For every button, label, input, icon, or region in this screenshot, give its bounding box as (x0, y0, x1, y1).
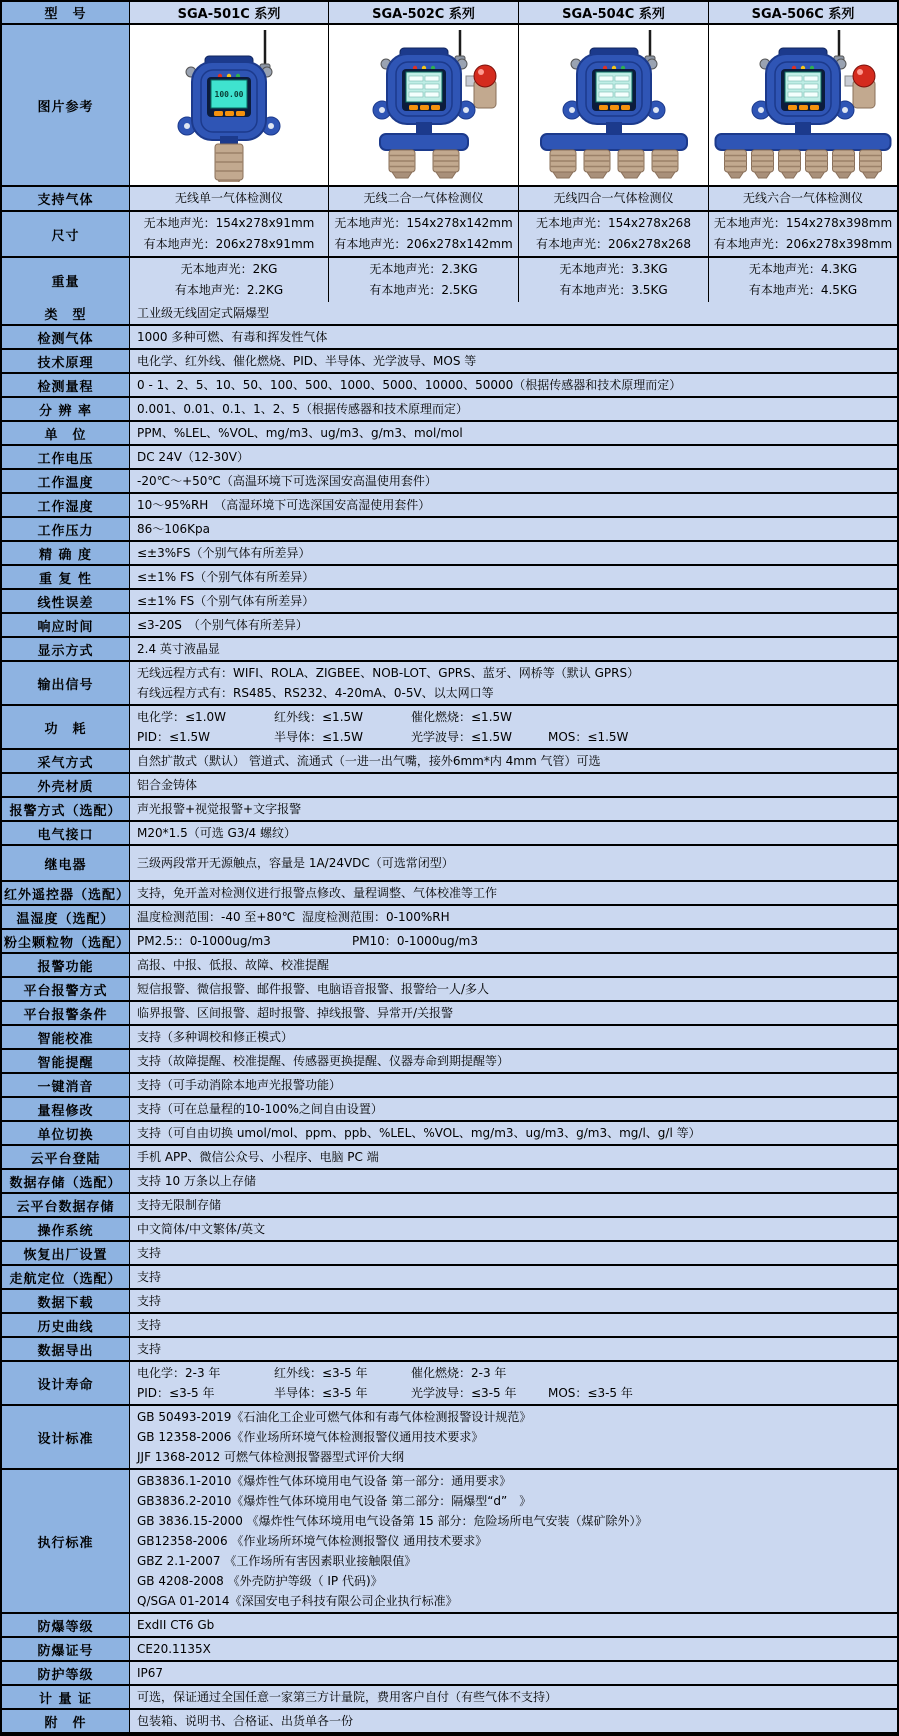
spec-value-line: 支持，免开盖对检测仪进行报警点修改、量程调整、气体校准等工作 (137, 886, 498, 900)
spec-row-value (130, 1314, 897, 1336)
spec-value-line: GB3836.1-2010《爆炸性气体环境用电气设备 第一部分：通用要求》 (137, 1474, 512, 1488)
spec-row (2, 1662, 897, 1686)
spec-row-value (130, 302, 897, 324)
spec-row (2, 882, 897, 906)
spec-value-line: 三级两段常开无源触点，容量是 1A/24VDC（可选常闭型） (137, 856, 454, 870)
compare-value-line: 有本地声光：206x278x91mm (143, 237, 315, 251)
compare-value-line: 有本地声光：206x278x142mm (334, 237, 513, 251)
compare-value-cell (709, 187, 897, 210)
spec-row (2, 1194, 897, 1218)
model-header-cell: SGA-502C 系列 (329, 2, 519, 23)
model-header-cell: SGA-506C 系列 (709, 2, 897, 23)
spec-row-value (130, 1470, 897, 1612)
spec-row-value (130, 374, 897, 396)
spec-row (2, 350, 897, 374)
spec-value-line (137, 1383, 633, 1403)
spec-row-value (130, 518, 897, 540)
spec-row-value (130, 1266, 897, 1288)
spec-row (2, 590, 897, 614)
spec-row-label: 数据存储（选配） (2, 1170, 130, 1192)
spec-row-value (130, 1074, 897, 1096)
spec-row-label: 防爆证号 (2, 1638, 130, 1660)
spec-row-label: 采气方式 (2, 750, 130, 772)
spec-row-label: 检测气体 (2, 326, 130, 348)
spec-row-value (130, 542, 897, 564)
spec-value-segment: 红外线：≤3-5 年 (274, 1366, 368, 1380)
spec-row (2, 798, 897, 822)
spec-value-line: 支持 (137, 1246, 162, 1260)
spec-row-label: 工作湿度 (2, 494, 130, 516)
spec-row-label: 检测量程 (2, 374, 130, 396)
product-image (709, 25, 897, 185)
spec-row-label: 单位切换 (2, 1122, 130, 1144)
spec-row-label: 云平台登陆 (2, 1146, 130, 1168)
spec-row-label: 防护等级 (2, 1662, 130, 1684)
spec-value-line: 手机 APP、微信公众号、小程序、电脑 PC 端 (137, 1150, 379, 1164)
spec-row-label: 工作压力 (2, 518, 130, 540)
spec-row-value (130, 422, 897, 444)
spec-row (2, 1710, 897, 1734)
spec-row (2, 1266, 897, 1290)
spec-row (2, 978, 897, 1002)
spec-row-value (130, 706, 897, 748)
spec-row-value (130, 774, 897, 796)
compare-value-line: 无本地声光：154x278x398mm (713, 216, 893, 230)
spec-value-line: GB12358-2006 《作业场所环境气体检测报警仪 通用技术要求》 (137, 1534, 488, 1548)
compare-row (2, 187, 897, 212)
spec-value-segment: 红外线：≤1.5W (274, 710, 364, 724)
spec-value-line: JJF 1368-2012 可燃气体检测报警器型式评价大纲 (137, 1450, 405, 1464)
spec-row (2, 494, 897, 518)
spec-row-value (130, 1290, 897, 1312)
spec-row-value (130, 398, 897, 420)
spec-row (2, 1242, 897, 1266)
spec-row-label: 外壳材质 (2, 774, 130, 796)
spec-value-line: 10～95%RH （高湿环境下可选深国安高湿使用套件） (137, 498, 431, 512)
spec-row (2, 1170, 897, 1194)
spec-row (2, 750, 897, 774)
spec-row-value (130, 566, 897, 588)
spec-row-label: 恢复出厂设置 (2, 1242, 130, 1264)
product-image (130, 25, 329, 185)
spec-value-segment: 电化学：≤1.0W (137, 710, 227, 724)
spec-row-value (130, 1002, 897, 1024)
compare-value-cell (519, 212, 709, 256)
spec-value-line: 电化学、红外线、催化燃烧、PID、半导体、光学波导、MOS 等 (137, 354, 477, 368)
spec-row-label: 功 耗 (2, 706, 130, 748)
spec-row-value (130, 1662, 897, 1684)
compare-value-cell (329, 212, 519, 256)
spec-row-label: 线性误差 (2, 590, 130, 612)
compare-value-line: 无本地声光：3.3KG (559, 262, 668, 276)
spec-row-label: 分 辨 率 (2, 398, 130, 420)
spec-value-line: 临界报警、区间报警、超时报警、掉线报警、异常开/关报警 (137, 1006, 454, 1020)
spec-value-line (137, 907, 450, 927)
spec-row (2, 1686, 897, 1710)
spec-value-line: GB 3836.15-2000 《爆炸性气体环境用电气设备第 15 部分：危险场所电气安装（煤矿除外）》 (137, 1514, 648, 1528)
spec-row-label: 粉尘颗粒物（选配） (2, 930, 130, 952)
spec-row-label: 精 确 度 (2, 542, 130, 564)
model-header-cell: SGA-501C 系列 (130, 2, 329, 23)
compare-value-line: 无本地声光：4.3KG (748, 262, 858, 276)
spec-row (2, 638, 897, 662)
spec-row-value (130, 798, 897, 820)
image-reference-row (2, 25, 897, 187)
spec-row (2, 662, 897, 706)
spec-row-label: 红外遥控器（选配） (2, 882, 130, 904)
spec-value-line: 0.001、0.01、0.1、1、2、5（根据传感器和技术原理而定） (137, 402, 469, 416)
spec-value-line: 支持 10 万条以上存储 (137, 1174, 256, 1188)
compare-row-label: 支持气体 (2, 187, 130, 210)
spec-row (2, 906, 897, 930)
spec-row-label: 数据导出 (2, 1338, 130, 1360)
compare-value-line: 有本地声光：2.5KG (369, 283, 478, 297)
spec-value-line: GBZ 2.1-2007 《工作场所有害因素职业接触限值》 (137, 1554, 417, 1568)
spec-row-value (130, 1098, 897, 1120)
compare-value-cell (709, 258, 897, 302)
spec-row (2, 1290, 897, 1314)
spec-row (2, 1026, 897, 1050)
spec-row-label: 执行标准 (2, 1470, 130, 1612)
spec-row (2, 822, 897, 846)
spec-value-line: PPM、%LEL、%VOL、mg/m3、ug/m3、g/m3、mol/mol (137, 426, 463, 440)
spec-row-value (130, 930, 897, 952)
compare-value-cell (329, 187, 519, 210)
spec-value-line (137, 707, 512, 727)
spec-row-label: 云平台数据存储 (2, 1194, 130, 1216)
image-row-label: 图片参考 (2, 25, 130, 185)
spec-row-value (130, 1026, 897, 1048)
spec-row-label: 防爆等级 (2, 1614, 130, 1636)
spec-row-label: 智能校准 (2, 1026, 130, 1048)
spec-row-value (130, 1194, 897, 1216)
spec-value-line (137, 931, 478, 951)
spec-row-value (130, 326, 897, 348)
compare-value-line: 有本地声光：2.2KG (174, 283, 284, 297)
spec-row-label: 输出信号 (2, 662, 130, 704)
spec-row-value (130, 750, 897, 772)
spec-value-segment: MOS：≤1.5W (548, 730, 629, 744)
spec-row-value (130, 846, 897, 880)
spec-row (2, 1002, 897, 1026)
spec-value-segment: 半导体：≤3-5 年 (274, 1386, 368, 1400)
model-header-row (2, 2, 897, 25)
spec-row (2, 1098, 897, 1122)
spec-row-label: 附 件 (2, 1710, 130, 1732)
spec-row-value (130, 614, 897, 636)
spec-row-value (130, 446, 897, 468)
spec-row (2, 1314, 897, 1338)
spec-row-value (130, 1242, 897, 1264)
spec-row-label: 平台报警条件 (2, 1002, 130, 1024)
compare-value-line: 有本地声光：4.5KG (748, 283, 858, 297)
model-header-cell: SGA-504C 系列 (519, 2, 709, 23)
spec-row (2, 542, 897, 566)
spec-value-line: 支持（可手动消除本地声光报警功能） (137, 1078, 342, 1092)
spec-row-label: 设计标准 (2, 1406, 130, 1468)
spec-row-value (130, 978, 897, 1000)
spec-row (2, 422, 897, 446)
gas-detector-illustration (519, 24, 709, 186)
spec-value-line: 可选，保证通过全国任意一家第三方计量院，费用客户自付（有些气体不支持） (137, 1690, 558, 1704)
spec-row-label: 计 量 证 (2, 1686, 130, 1708)
compare-row-label: 重量 (2, 258, 130, 302)
spec-row-label: 工作温度 (2, 470, 130, 492)
compare-value-line: 无线四合一气体检测仪 (553, 191, 674, 205)
spec-value-line: 0 - 1、2、5、10、50、100、500、1000、5000、10000、50000（根据传感器和技术原理而定） (137, 378, 682, 392)
spec-row (2, 1050, 897, 1074)
gas-detector-illustration (329, 24, 519, 186)
spec-value-segment: PID：≤1.5W (137, 730, 211, 744)
spec-row-label: 类 型 (2, 302, 130, 324)
spec-row-value (130, 1050, 897, 1072)
spec-value-line: GB 4208-2008 《外壳防护等级（ IP 代码)》 (137, 1574, 383, 1588)
spec-value-segment: 温度检测范围：-40 至+80℃ (137, 910, 296, 924)
spec-value-line: -20℃～+50℃（高温环境下可选深国安高温使用套件） (137, 474, 437, 488)
gas-detector-illustration (708, 24, 898, 186)
spec-row (2, 1122, 897, 1146)
compare-value-cell (329, 258, 519, 302)
spec-value-line: 支持（可自由切换 umol/mol、ppm、ppb、%LEL、%VOL、mg/m3、ug/m3、g/m3、mg/l、g/l 等） (137, 1126, 701, 1140)
spec-value-line (137, 1363, 506, 1383)
spec-row-label: 设计寿命 (2, 1362, 130, 1404)
spec-value-line: 无线远程方式有：WIFI、ROLA、ZIGBEE、NOB-LOT、GPRS、蓝牙、网桥等（默认 GPRS） (137, 666, 640, 680)
compare-value-line: 无本地声光：2KG (180, 262, 278, 276)
spec-row (2, 398, 897, 422)
spec-row-label: 一键消音 (2, 1074, 130, 1096)
spec-value-line: 声光报警+视觉报警+文字报警 (137, 802, 302, 816)
spec-value-segment: 光学波导：≤3-5 年 (411, 1386, 517, 1400)
spec-row-value (130, 590, 897, 612)
compare-value-cell (130, 187, 329, 210)
spec-row (2, 930, 897, 954)
spec-row (2, 774, 897, 798)
spec-value-line: ≤3-20S （个别气体有所差异） (137, 618, 308, 632)
spec-value-line: 工业级无线固定式隔爆型 (137, 306, 270, 320)
spec-row-value (130, 494, 897, 516)
compare-value-cell (519, 187, 709, 210)
spec-row-label: 量程修改 (2, 1098, 130, 1120)
spec-value-line: 中文简体/中文繁体/英文 (137, 1222, 266, 1236)
spec-row-label: 平台报警方式 (2, 978, 130, 1000)
spec-row-label: 单 位 (2, 422, 130, 444)
spec-value-line: GB 50493-2019《石油化工企业可燃气体和有毒气体检测报警设计规范》 (137, 1410, 532, 1424)
spec-value-line: Q/SGA 01-2014《深国安电子科技有限公司企业执行标准》 (137, 1594, 458, 1608)
spec-value-line: 高报、中报、低报、故障、校准提醒 (137, 958, 330, 972)
spec-value-segment: 电化学：2-3 年 (137, 1366, 221, 1380)
compare-value-cell (709, 212, 897, 256)
spec-row (2, 954, 897, 978)
spec-value-segment: PM10：0-1000ug/m3 (352, 934, 478, 948)
spec-value-line: ≤±1% FS（个别气体有所差异） (137, 570, 315, 584)
spec-row (2, 566, 897, 590)
compare-value-line: 有本地声光：3.5KG (559, 283, 668, 297)
spec-value-line: ≤±1% FS（个别气体有所差异） (137, 594, 315, 608)
spec-value-line: 有线远程方式有：RS485、RS232、4-20mA、0-5V、以太网口等 (137, 686, 494, 700)
spec-row (2, 1338, 897, 1362)
spec-row (2, 1614, 897, 1638)
spec-value-line: 支持 (137, 1342, 162, 1356)
spec-value-segment: 催化燃烧：2-3 年 (411, 1366, 507, 1380)
spec-value-segment: PM2.5:：0-1000ug/m3 (137, 934, 271, 948)
compare-row-label: 尺寸 (2, 212, 130, 256)
spec-value-line: IP67 (137, 1666, 164, 1680)
spec-value-line: 包装箱、说明书、合格证、出货单各一份 (137, 1714, 354, 1728)
spec-row (2, 446, 897, 470)
spec-row-label: 响应时间 (2, 614, 130, 636)
spec-row-value (130, 1146, 897, 1168)
spec-value-line: ExdII CT6 Gb (137, 1618, 215, 1632)
spec-value-line: GB 12358-2006《作业场所环境气体检测报警仪通用技术要求》 (137, 1430, 484, 1444)
spec-row-label: 温湿度（选配） (2, 906, 130, 928)
spec-row-label: 历史曲线 (2, 1314, 130, 1336)
spec-row (2, 326, 897, 350)
spec-row-value (130, 1218, 897, 1240)
spec-value-line: 支持（可在总量程的10-100%之间自由设置） (137, 1102, 383, 1116)
spec-value-segment: PID：≤3-5 年 (137, 1386, 215, 1400)
spec-value-line: 自然扩散式（默认） 管道式、流通式（一进一出气嘴，接外6mm*内 4mm 气管）可选 (137, 754, 601, 768)
spec-row-label: 走航定位（选配） (2, 1266, 130, 1288)
spec-row-value (130, 822, 897, 844)
spec-row-value (130, 1122, 897, 1144)
compare-row (2, 212, 897, 258)
spec-value-line: M20*1.5（可选 G3/4 螺纹） (137, 826, 296, 840)
spec-row-value (130, 470, 897, 492)
spec-value-line: 2.4 英寸液晶显 (137, 642, 220, 656)
spec-row-value (130, 638, 897, 660)
svg-text:100.00: 100.00 (214, 90, 244, 99)
compare-value-line: 无本地声光：154x278x91mm (143, 216, 315, 230)
spec-row (2, 302, 897, 326)
spec-row (2, 846, 897, 882)
compare-value-line: 有本地声光：206x278x268 (536, 237, 691, 251)
spec-value-line (137, 727, 628, 747)
spec-row-value (130, 882, 897, 904)
spec-row-label: 智能提醒 (2, 1050, 130, 1072)
spec-value-line: GB3836.2-2010《爆炸性气体环境用电气设备 第二部分：隔爆型“d” 》 (137, 1494, 532, 1508)
spec-value-line: 1000 多种可燃、有毒和挥发性气体 (137, 330, 328, 344)
compare-value-cell (130, 212, 329, 256)
compare-value-line: 无线六合一气体检测仪 (742, 191, 863, 205)
spec-value-line: 铝合金铸体 (137, 778, 198, 792)
spec-row-label: 操作系统 (2, 1218, 130, 1240)
spec-row-value (130, 1686, 897, 1708)
spec-row-label: 报警方式（选配） (2, 798, 130, 820)
spec-value-line: 短信报警、微信报警、邮件报警、电脑语音报警、报警给一人/多人 (137, 982, 490, 996)
spec-value-segment: 湿度检测范围：0-100%RH (302, 910, 450, 924)
spec-row-value (130, 1710, 897, 1732)
spec-value-line: ≤±3%FS（个别气体有所差异） (137, 546, 311, 560)
spec-value-line: DC 24V（12-30V） (137, 450, 249, 464)
spec-value-line: 支持 (137, 1294, 162, 1308)
spec-row-label: 技术原理 (2, 350, 130, 372)
spec-row-label: 显示方式 (2, 638, 130, 660)
spec-row (2, 1218, 897, 1242)
spec-row (2, 470, 897, 494)
spec-row (2, 1362, 897, 1406)
spec-row-label: 工作电压 (2, 446, 130, 468)
spec-row (2, 1406, 897, 1470)
spec-value-line: 支持（故障提醒、校准提醒、传感器更换提醒、仪器寿命到期提醒等） (137, 1054, 510, 1068)
spec-row (2, 518, 897, 542)
spec-row-value (130, 1362, 897, 1404)
compare-value-cell (519, 258, 709, 302)
spec-value-line: 支持 (137, 1270, 162, 1284)
spec-row-value (130, 1614, 897, 1636)
spec-row (2, 374, 897, 398)
spec-row-value (130, 954, 897, 976)
spec-value-line: 支持无限制存储 (137, 1198, 222, 1212)
compare-row (2, 258, 897, 302)
spec-row-value (130, 350, 897, 372)
product-image (519, 25, 709, 185)
compare-value-line: 无本地声光：154x278x268 (536, 216, 691, 230)
spec-row (2, 614, 897, 638)
spec-row-value (130, 906, 897, 928)
spec-row-label: 重 复 性 (2, 566, 130, 588)
spec-row (2, 1470, 897, 1614)
compare-value-line: 无本地声光：154x278x142mm (334, 216, 513, 230)
spec-row-label: 继电器 (2, 846, 130, 880)
spec-row-value (130, 1338, 897, 1360)
spec-value-line: 支持（多种调校和修正模式） (137, 1030, 294, 1044)
spec-row (2, 1074, 897, 1098)
spec-value-segment: 半导体：≤1.5W (274, 730, 364, 744)
compare-value-line: 无线单一气体检测仪 (174, 191, 283, 205)
model-header-label: 型 号 (2, 2, 130, 23)
spec-row-value (130, 1638, 897, 1660)
spec-value-line: CE20.1135X (137, 1642, 211, 1656)
spec-value-line: 86～106Kpa (137, 522, 211, 536)
spec-value-segment: 光学波导：≤1.5W (411, 730, 513, 744)
compare-value-line: 无线二合一气体检测仪 (363, 191, 484, 205)
spec-row-value (130, 1170, 897, 1192)
spec-row-label: 报警功能 (2, 954, 130, 976)
spec-row-label: 电气接口 (2, 822, 130, 844)
spec-row-value (130, 662, 897, 704)
spec-value-segment: MOS：≤3-5 年 (548, 1386, 633, 1400)
spec-row-label: 数据下载 (2, 1290, 130, 1312)
compare-value-cell (130, 258, 329, 302)
spec-value-segment: 催化燃烧：≤1.5W (411, 710, 513, 724)
spec-row-value (130, 1406, 897, 1468)
compare-value-line: 有本地声光：206x278x398mm (713, 237, 893, 251)
spec-row (2, 1638, 897, 1662)
spec-row (2, 1146, 897, 1170)
spec-row (2, 706, 897, 750)
product-image (329, 25, 519, 185)
compare-value-line: 无本地声光：2.3KG (369, 262, 478, 276)
spec-value-line: 支持 (137, 1318, 162, 1332)
gas-detector-illustration (134, 24, 324, 186)
